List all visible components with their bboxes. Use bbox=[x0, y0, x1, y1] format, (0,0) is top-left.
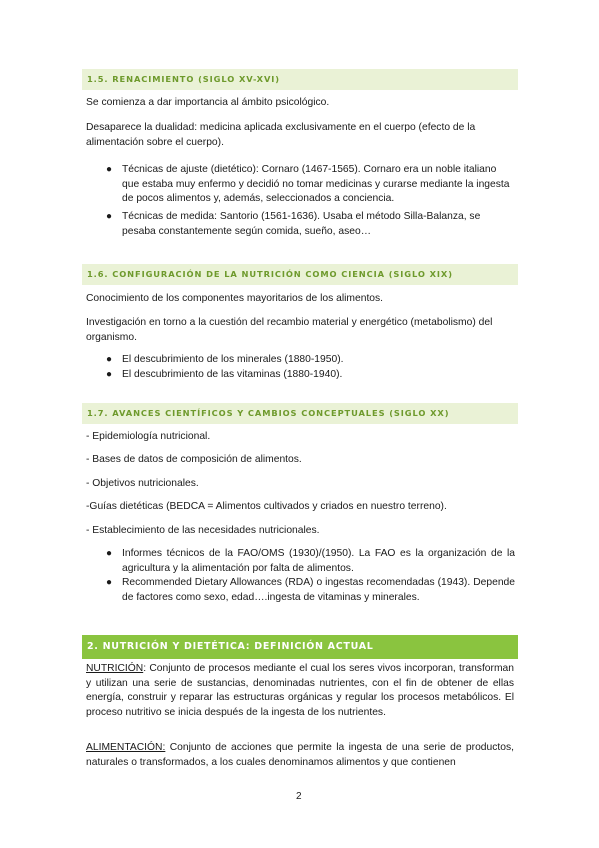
bullet-text: Recommended Dietary Allowances (RDA) o ingestas recomendadas (1943). Depende de factores como sexo, edad….ingesta de vitaminas y minerales. bbox=[122, 577, 515, 603]
paragraph: Se comienza a dar importancia al ámbito psicológico. bbox=[86, 97, 330, 108]
list-item: - Establecimiento de las necesidades nutricionales. bbox=[86, 525, 320, 536]
bullet-icon: ● bbox=[106, 211, 113, 222]
section-title: 1.5. RENACIMIENTO (SIGLO XV-XVI) bbox=[87, 74, 280, 84]
term-nutricion: NUTRICIÓN bbox=[86, 663, 144, 674]
bullet-text: El descubrimiento de los minerales (1880-1950). bbox=[122, 354, 344, 365]
list-item: -Guías dietéticas (BEDCA = Alimentos cultivados y criados en nuestro terreno). bbox=[86, 501, 447, 512]
page-number: 2 bbox=[296, 791, 302, 802]
bullet-icon: ● bbox=[106, 577, 113, 588]
bullet-icon: ● bbox=[106, 369, 113, 380]
definition-alimentacion bbox=[86, 741, 514, 770]
section-title: 1.6. CONFIGURACIÓN DE LA NUTRICIÓN COMO CIENCIA (SIGLO XIX) bbox=[87, 269, 453, 279]
bullet-text: El descubrimiento de las vitaminas (1880-1940). bbox=[122, 369, 343, 380]
definition-text: : Conjunto de procesos mediante el cual los seres vivos incorporan, transforman y utilizan una serie de sustancias, denominadas nutrientes, con el fin de obtener de ellas energía, construir y reparar las estructuras orgánicas y regular los procesos metabólicos. El proceso nutritivo se inicia después de la ingesta de los nutrientes. bbox=[86, 663, 514, 718]
bullet-text: Informes técnicos de la FAO/OMS (1930)/(1950). La FAO es la organización de la agricultura y la alimentación por falta de alimentos. bbox=[122, 548, 515, 574]
bullet-icon: ● bbox=[106, 164, 113, 175]
paragraph: Conocimiento de los componentes mayoritarios de los alimentos. bbox=[86, 293, 384, 304]
section-header-1-7 bbox=[82, 403, 518, 424]
section-header-1-5 bbox=[82, 69, 518, 90]
paragraph: Desaparece la dualidad: medicina aplicada exclusivamente en el cuerpo (efecto de la alimentación sobre el cuerpo). bbox=[86, 122, 476, 148]
bullet-icon: ● bbox=[106, 354, 113, 365]
list-item: - Epidemiología nutricional. bbox=[86, 431, 211, 442]
paragraph: Investigación en torno a la cuestión del recambio material y energético (metabolismo) del organismo. bbox=[86, 317, 493, 343]
term-alimentacion: ALIMENTACIÓN: bbox=[86, 742, 166, 753]
section-title: 2. NUTRICIÓN Y DIETÉTICA: DEFINICIÓN ACTUAL bbox=[87, 641, 374, 652]
section-title: 1.7. AVANCES CIENTÍFICOS Y CAMBIOS CONCEPTUALES (SIGLO XX) bbox=[87, 408, 450, 418]
bullet-text: Técnicas de medida: Santorio (1561-1636). Usaba el método Silla-Balanza, se pesaba constantemente según comida, sueño, aseo… bbox=[122, 211, 481, 237]
bullet-icon: ● bbox=[106, 548, 113, 559]
definition-nutricion bbox=[86, 662, 514, 720]
section-header-1-6 bbox=[82, 264, 518, 285]
list-item: - Bases de datos de composición de alimentos. bbox=[86, 454, 302, 465]
bullet-text: Técnicas de ajuste (dietético): Cornaro (1467-1565). Cornaro era un noble italiano que estaba muy enfermo y decidió no tomar medicinas y curarse mediante la ingesta de pocos alimentos y, además, seleccionados a conciencia. bbox=[122, 164, 510, 204]
section-header-2 bbox=[82, 635, 518, 659]
definition-text: Conjunto de acciones que permite la ingesta de una serie de productos, naturales o transformados, a los cuales denominamos alimentos y que contienen bbox=[86, 742, 514, 768]
list-item: - Objetivos nutricionales. bbox=[86, 478, 199, 489]
